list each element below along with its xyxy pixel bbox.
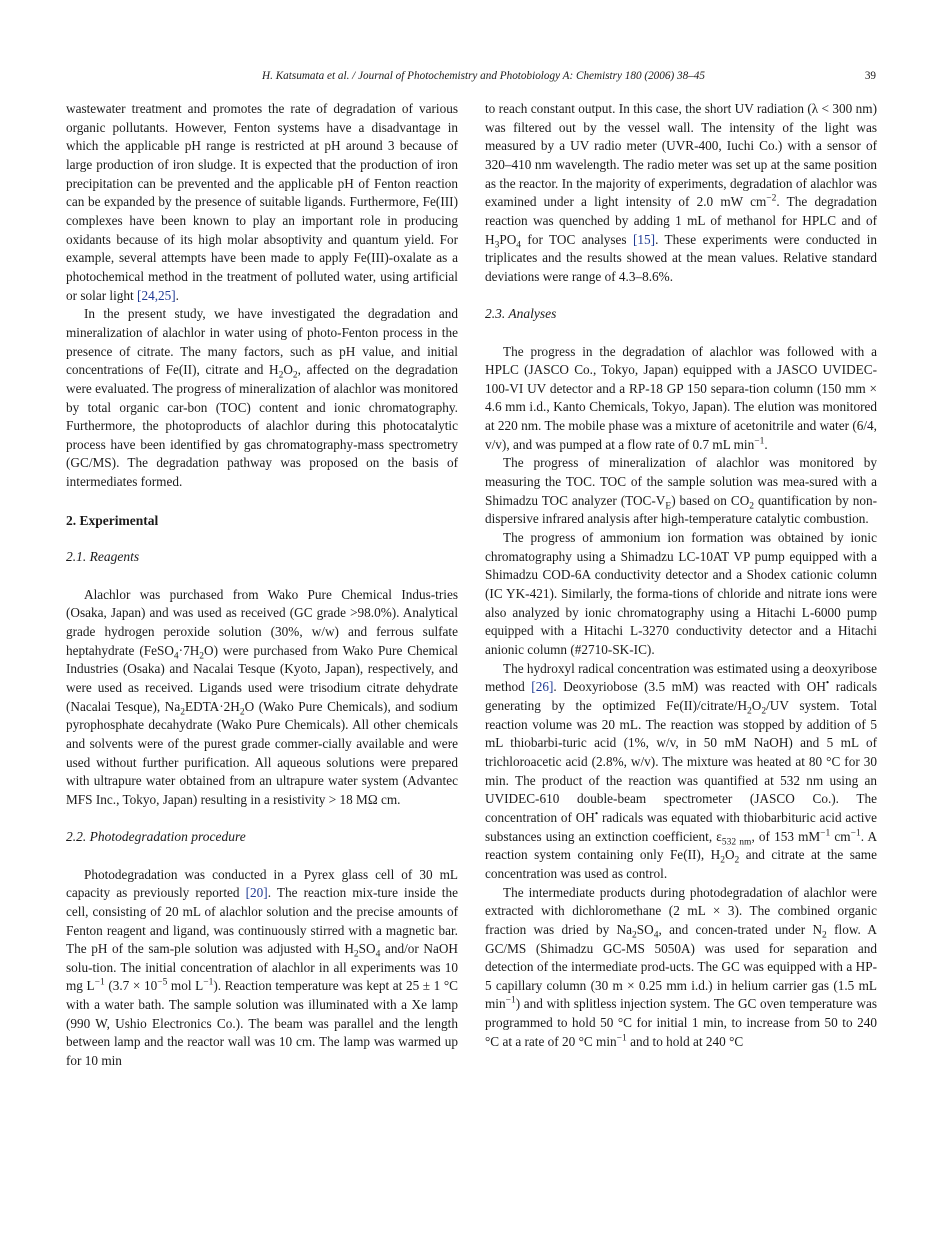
- citation-link-20[interactable]: [20]: [245, 885, 268, 901]
- citation-link-24-25[interactable]: [24,25]: [137, 287, 176, 303]
- citation-link-26[interactable]: [26]: [531, 679, 554, 695]
- subsection-heading-analyses: 2.3. Analyses: [485, 306, 557, 322]
- left-column: [66, 100, 458, 1071]
- subsection-heading-photodegradation-procedure: 2.2. Photodegradation procedure: [66, 829, 246, 845]
- paragraph-ion-chromatography: The progress of ammonium ion formation was obtained by ionic chromatography using a Shimadzu LC-10AT VP pump equipped with a Shimadzu COD-6A conductivity detector and a Shodex cationic column (IC YK-421). Similarly, the forma-tions of chloride and nitrate ions were also analyzed by ionic chromatography using a Hitachi L-6000 pump equipped with a Hitachi L-3270 conductivity detector and a Hitachi anionic column (#2710-SK-IC).: [485, 530, 877, 657]
- journal-citation-line: H. Katsumata et al. / Journal of Photochemistry and Photobiology A: Chemistry 180 (2006) 38–45: [262, 70, 705, 82]
- right-column: [485, 100, 877, 1051]
- citation-link-15[interactable]: [15]: [632, 231, 656, 247]
- section-heading-experimental: 2. Experimental: [66, 512, 159, 528]
- running-header: [66, 70, 876, 86]
- paragraph-reagents: Alachlor was purchased from Wako Pure Chemical Indus-tries (Osaka, Japan) and was used as received (GC grade >98.0%). Analytical grade hydrogen peroxide solution (30%, w/w) and ferrous sulfate heptahydrate $(FeSO_4\cdot 7H_2O)$ were purchased from Wako Pure Chemical Industries (Osaka) and Nacalai Tesque (Kyoto, Japan), respectively, and were used as received. Ligands used were trisodium citrate dehydrate (Nacalai Tesque), $Na_2EDTA\cdot 2H_2O$ (Wako Pure Chemicals), and sodium pyrophosphate decahydrate (Wako Pure Chemicals). All other chemicals and solvents were of the purest grade commer-cially available and were used without further purification. All aqueous solutions were prepared with ultrapure water obtained from an ultrapure water system (Advantec MFS Inc., Tokyo, Japan) resulting in a resistivity > 18 MΩ cm.: [66, 586, 458, 807]
- paragraph-intro-continued: wastewater treatment and promotes the rate of degradation of various organic pollutants. However, Fenton systems have a disadvantage in which the applicable pH range is restricted at pH around 3 because of large production of iron sludge. It is expected that the production of iron precipitation can be prevented and the applicable pH of Fenton reaction can be expanded by the presence of suitable ligands. Furthermore, Fe(III) complexes have been known to play an important role in producing oxidants because of its high molar absoptivity and quantum yield. For example, several attempts have been made to apply Fe(III)-oxalate as a photochemical method in the treatment of polluted water, using artificial or solar light [24,25].: [66, 101, 458, 303]
- paragraph-present-study: In the present study, we have investigated the degradation and mineralization of alachlor in water using of photo-Fenton process in the presence of citrate. The many factors, such as pH value, and initial concentrations of Fe(II), citrate and $H_2O_2$, affected on the degradation were evaluated. The progress of mineralization of alachlor was monitored by total organic car-bon (TOC) content and ionic chromatography. Furthermore, the photoproducts of alachlor during this photocatalytic process have been identified by gas chromatography-mass spectrometry (GC/MS). The degradation pathway was proposed on the basis of intermediates formed.: [66, 306, 458, 490]
- paragraph-procedure-continued: to reach constant output. In this case, the short UV radiation (λ < 300 nm) was filtered out by the vessel wall. The intensity of the light was measured by a UV radio meter (UVR-400, Iuchi Co.) with a sensor of 320–410 nm wavelength. The radio meter was set up at the same position as the reactor. In the majority of experiments, degradation of alachlor was examined under a light intensity of 2.0 mW $cm^{-2}$. The degradation reaction was quenched by adding 1 mL of methanol for HPLC and of $H_3PO_4$ for TOC analyses [15]. These experiments were conducted in triplicates and the results showed at the mean values. Relative standard deviations were range of 4.3–8.6%.: [485, 101, 878, 284]
- paragraph-hplc: The progress in the degradation of alachlor was followed with a HPLC (JASCO Co., Tokyo, Japan) equipped with a JASCO UVIDEC-100-VI UV detector and a RP-18 GP 150 separa-tion column (150 mm × 4.6 mm i.d., Kanto Chemicals, Tokyo, Japan). The elution was monitored at 220 nm. The mobile phase was a mixture of acetonitrile and water (6/4, v/v), and was pumped at a flow rate of 0.7 mL $\min^{-1}$.: [485, 343, 877, 452]
- paragraph-toc: The progress of mineralization of alachlor was monitored by measuring the TOC. TOC of the sample solution was mea-sured with a Shimadzu TOC analyzer $(TOC-V_E)$ based on $CO_2$ quantification by non-dispersive infrared analysis after high-temperature catalytic combustion.: [485, 455, 877, 527]
- page-number: 39: [864, 70, 876, 82]
- paragraph-hydroxyl-radical: The hydroxyl radical concentration was estimated using a deoxyribose method [26]. Deoxyriobose (3.5 mM) was reacted with OH• radicals generating by the optimized $Fe(II)/citrate/H_2O_2/UV$ system. Total reaction volume was 20 mL. The reaction was stopped by addition of 5 mL thiobarbi-turic acid (1%, w/v, in 50 mM NaOH) and 5 mL of trichloroacetic acid (2.8%, w/v). The mixture was heated at 80 °C for 30 min. The product of the reaction was quantified at 532 nm using an UVIDEC-610 double-beam spectrometer (JASCO Co.). The concentration of OH• radicals was equated with thiobarbituric acid active substances using an extinction coefficient, $\varepsilon_{532 nm}$, of 153 $mM^{-1}$ $cm^{-1}$. A reaction system containing only Fe(II), $H_2O_2$ and citrate at the same concentration was used as control.: [485, 660, 878, 881]
- paragraph-photodegradation: Photodegradation was conducted in a Pyrex glass cell of 30 mL capacity as previously reported [20]. The reaction mix-ture inside the cell, consisting of 20 mL of alachlor solution and the precise amounts of Fenton reagent and ligand, was continuously stirred with a magnetic bar. The pH of the sam-ple solution was adjusted with $H_2SO_4$ and/or NaOH solu-tion. The initial concentration of alachlor in all experiments was 10 mg $L^{-1}$ ($3.7 \times 10^{-5}$ mol $L^{-1}$). Reaction temperature was kept at 25 ± 1 °C with a water bath. The sample solution was illuminated with a Xe lamp (990 W, Ushio Electronics Co.). The beam was parallel and the length between lamp and the reactor wall was 10 cm. The lamp was warmed up for 10 min: [66, 866, 458, 1069]
- subsection-heading-reagents: 2.1. Reagents: [66, 549, 140, 565]
- paragraph-intermediate-products: The intermediate products during photodegradation of alachlor were extracted with dichloromethane (2 mL × 3). The combined organic fraction was dried by $Na_2SO_4$, and concen-trated under $N_2$ flow. A GC/MS (Shimadzu GC-MS 5050A) was used for separation and detection of the intermediate prod-ucts. The GC was equipped with a HP-5 capillary column (30 m × 0.25 mm i.d.) in helium carrier gas (1.5 mL $\min^{-1}$) and with splitless injection system. The GC oven temperature was programmed to hold 50 °C for initial 1 min, to increase from 50 to 240 °C at a rate of 20 °C $\min^{-1}$ and to hold at 240 °C: [485, 884, 877, 1049]
